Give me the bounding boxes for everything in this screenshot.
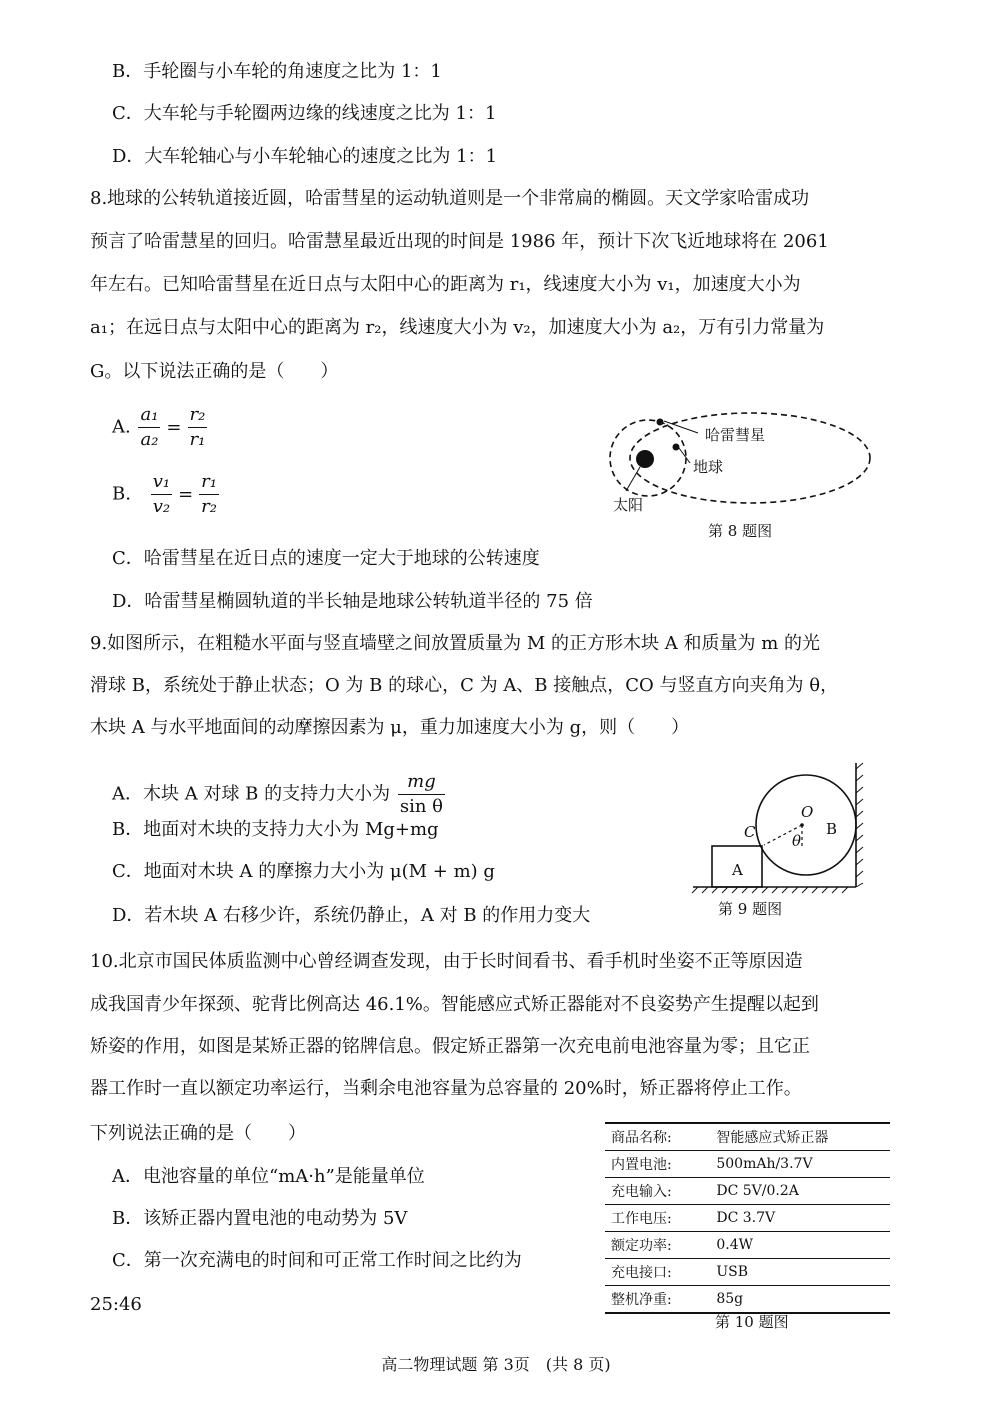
q10-option-a: A．电池容量的单位“mA·h”是能量单位 [112,1166,425,1187]
figure-8-caption: 第 8 题图 [708,522,773,540]
table-row [605,1205,890,1232]
q8-option-b [112,470,221,519]
figure-9-caption: 第 9 题图 [718,900,783,918]
q10-option-b: B．该矫正器内置电池的电动势为 5V [112,1208,408,1229]
nameplate-key: 工作电压: [605,1205,710,1232]
nameplate-key: 整机净重: [605,1286,710,1314]
q9-stem-line-2: 滑球 B，系统处于静止状态；O 为 B 的球心，C 为 A、B 接触点，CO 与竖直方向夹角为 θ， [90,675,839,696]
fraction-numerator: a₁ [138,403,160,428]
fraction-denominator: sin θ [399,796,444,817]
table-row [605,1232,890,1259]
table-row [605,1178,890,1205]
q7-option-c: C．大车轮与手轮圈两边缘的线速度之比为 1：1 [112,103,497,124]
fraction-a1-a2 [138,403,160,452]
figure-10-caption: 第 10 题图 [715,1313,789,1331]
nameplate-value: USB [710,1259,890,1286]
halley-comet [657,419,664,426]
nameplate-key: 内置电池: [605,1151,710,1178]
fraction-v1-v2 [151,470,172,519]
fraction-mg-sin-theta [398,770,445,819]
label-a: A [732,861,743,879]
table-row [605,1123,890,1151]
table-row [605,1286,890,1314]
sun [636,450,654,468]
page-footer: 高二物理试题 第 3页 (共 8 页) [381,1355,611,1374]
nameplate-value: DC 3.7V [710,1205,890,1232]
label-halley-comet: 哈雷彗星 [705,426,766,444]
q9-option-a [112,770,447,819]
exam-time: 25:46 [90,1294,142,1315]
q8-option-d: D．哈雷彗星椭圆轨道的半长轴是地球公转轨道半径的 75 倍 [112,591,593,612]
nameplate-value: DC 5V/0.2A [710,1178,890,1205]
nameplate-table [605,1122,890,1314]
table-row [605,1151,890,1178]
q7-option-d: D．大车轮轴心与小车轮轴心的速度之比为 1：1 [112,146,498,167]
q9-option-d: D．若木块 A 右移少许，系统仍静止，A 对 B 的作用力变大 [112,905,591,926]
q10-option-c: C．第一次充满电的时间和可正常工作时间之比约为 [112,1250,522,1271]
center-o [800,823,804,827]
fraction-numerator: v₁ [151,470,172,495]
wall-hatch [856,763,863,887]
q9-stem-line-3: 木块 A 与水平地面间的动摩擦因素为 μ，重力加速度大小为 g，则（ ） [90,717,690,738]
nameplate-key: 充电接口: [605,1259,710,1286]
q10-stem-line-1: 10.北京市国民体质监测中心曾经调查发现，由于长时间看书、看手机时坐姿不正等原因造 [90,951,803,972]
ball-b [756,775,856,875]
fraction-numerator: r₁ [199,470,219,495]
nameplate-key: 额定功率: [605,1232,710,1259]
q8-stem-line-5: G。以下说法正确的是（ ） [90,361,339,382]
nameplate-key: 商品名称: [605,1123,710,1151]
nameplate-value: 0.4W [710,1232,890,1259]
fraction-r1-r2 [199,470,219,519]
earth [673,444,680,451]
q8-option-c: C．哈雷彗星在近日点的速度一定大于地球的公转速度 [112,548,540,569]
q10-stem-line-2: 成我国青少年探颈、驼背比例高达 46.1%。智能感应式矫正器能对不良姿势产生提醒以起到 [90,994,819,1015]
nameplate-value: 85g [710,1286,890,1314]
fraction-r2-r1 [188,403,208,452]
label-earth: 地球 [693,458,724,476]
q9-stem-line-1: 9.如图所示，在粗糙水平面与竖直墙壁之间放置质量为 M 的正方形木块 A 和质量为 m 的光 [90,633,820,654]
fraction-denominator: v₂ [152,496,171,517]
q8-stem-line-2: 预言了哈雷慧星的回归。哈雷慧星最近出现的时间是 1986 年，预计下次飞近地球将在 2061 [90,231,829,252]
q9-option-b: B．地面对木块的支持力大小为 Mg+mg [112,819,439,840]
label-theta: θ [792,832,802,850]
label-o: O [801,803,814,821]
fraction-denominator: r₂ [201,496,217,517]
nameplate-key: 充电输入: [605,1178,710,1205]
figure-9-diagram [688,755,908,895]
option-label: A. [112,416,131,438]
ground-hatch [692,887,848,893]
leader-sun [626,467,640,491]
label-sun: 太阳 [613,496,644,514]
q7-option-b: B．手轮圈与小车轮的角速度之比为 1：1 [112,61,442,82]
equals-sign: = [178,483,194,505]
q10-stem-line-4: 器工作时一直以额定功率运行，当剩余电池容量为总容量的 20%时，矫正器将停止工作。 [90,1078,802,1099]
table-row [605,1259,890,1286]
equals-sign: = [166,416,182,438]
q9-option-c: C．地面对木块 A 的摩擦力大小为 μ(M + m) g [112,861,495,882]
label-c: C [744,823,756,841]
option-a-text: A．木块 A 对球 B 的支持力大小为 [112,783,391,805]
option-label: B. [112,483,131,505]
nameplate-value: 500mAh/3.7V [710,1151,890,1178]
q8-stem-line-3: 年左右。已知哈雷彗星在近日点与太阳中心的距离为 r₁，线速度大小为 v₁，加速度大小为 [90,274,801,295]
fraction-denominator: r₁ [189,429,206,450]
nameplate-value: 智能感应式矫正器 [710,1123,890,1151]
fraction-denominator: a₂ [140,429,159,450]
q8-stem-line-4: a₁；在远日点与太阳中心的距离为 r₂，线速度大小为 v₂，加速度大小为 a₂，万有引力常量为 [90,317,825,338]
label-b: B [826,820,838,838]
fraction-numerator: r₂ [188,403,208,428]
q8-option-a [112,403,209,452]
q8-stem-line-1: 8.地球的公转轨道接近圆，哈雷彗星的运动轨道则是一个非常扁的椭圆。天文学家哈雷成功 [90,188,810,209]
fraction-numerator: mg [398,770,445,795]
q10-stem-line-5: 下列说法正确的是（ ） [90,1123,306,1144]
q10-stem-line-3: 矫姿的作用，如图是某矫正器的铭牌信息。假定矫正器第一次充电前电池容量为零；且它正 [90,1036,810,1057]
